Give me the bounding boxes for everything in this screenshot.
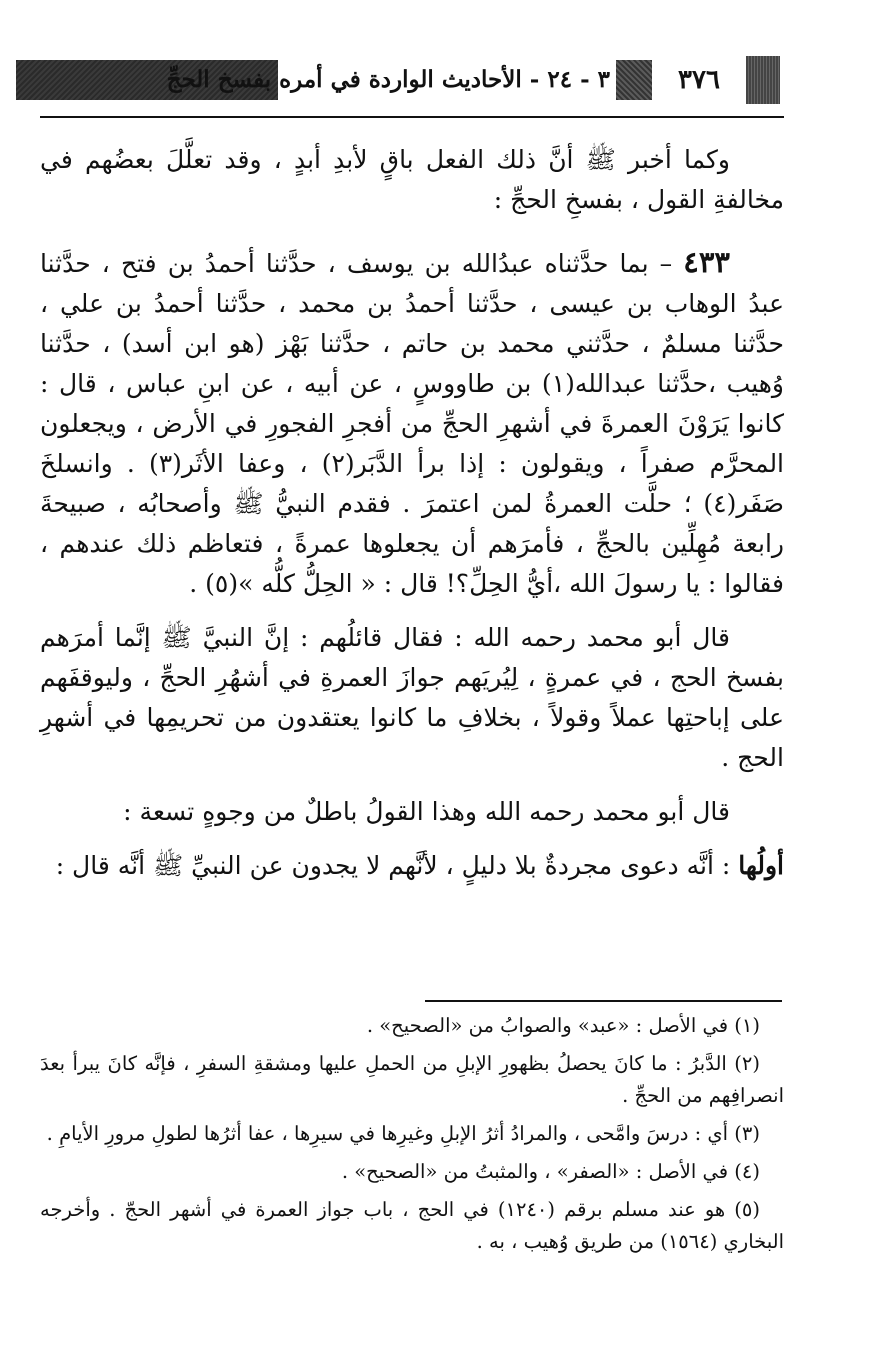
footnote-5: (٥) هو عند مسلم برقم (١٢٤٠) في الحج ، باب جواز العمرة في أشهر الحجّ . وأخرجه البخاري (١٥٦٤) من طريق وُهيب ، به . bbox=[40, 1198, 784, 1253]
hadith-text: – بما حدَّثناه عبدُالله بن يوسف ، حدَّثنا أحمدُ بن فتح ، حدَّثنا عبدُ الوهاب بن عيسى ، حدَّثنا أحمدُ بن محمد ، حدَّثنا أحمدُ بن علي ، حدَّثنا مسلمٌ ، حدَّثني محمد بن حاتم ، حدَّثنا بَهْز (هو ابن أسد) ، حدَّثنا وُهيب ،حدَّثنا عبدالله(١) بن طاووسٍ ، عن أبيه ، عن ابنِ عباس ، قال : كانوا يَرَوْنَ العمرةَ في أشهرِ الحجِّ من أفجرِ الفجورِ في الأرض ، ويجعلون المحرَّم صفراً ، ويقولون : إذا برأ الدَّبَر(٢) ، وعفا الأثَر(٣) . وانسلخَ صَفَر(٤) ؛ حلَّت العمرةُ لمن اعتمرَ . فقدم النبيُّ ﷺ وأصحابُه ، صبيحةَ رابعة مُهِلِّين بالحجِّ ، فأمرَهم أن يجعلوها عمرةً ، فتعاظم ذلك عندهم ، فقالوا : يا رسولَ الله ،أيُّ الحِلِّ؟! قال : « الحِلُّ كلُّه »(٥) . bbox=[40, 249, 785, 598]
header-edge-mark bbox=[746, 56, 780, 104]
running-header bbox=[16, 54, 780, 106]
footnote-3: (٣) أي : درسَ وامَّحى ، والمرادُ أثرُ الإبلِ وغيرِها في سيرِها ، عفا أثرُها لطولِ مرورِ الأيامِ . bbox=[46, 1122, 760, 1145]
header-ornament bbox=[616, 60, 652, 100]
refutation-paragraph: قال أبو محمد رحمه الله وهذا القولُ باطلٌ من وجوهٍ تسعة : bbox=[123, 797, 730, 826]
header-rule bbox=[40, 116, 784, 118]
page-number: ٣٧٦ bbox=[678, 65, 720, 95]
intro-paragraph: وكما أخبر ﷺ أنَّ ذلك الفعل باقٍ لأبدِ أبدٍ ، وقد تعلَّلَ بعضُهم في مخالفةِ القول ، بفسخِ الحجِّ : bbox=[40, 145, 784, 214]
footnote-4: (٤) في الأصل : «الصفر» ، والمثبتُ من «الصحيح» . bbox=[341, 1160, 760, 1183]
hadith-paragraph bbox=[40, 242, 784, 604]
main-text bbox=[40, 140, 784, 886]
commentary-paragraph: قال أبو محمد رحمه الله : فقال قائلُهم : إنَّ النبيَّ ﷺ إنَّما أمرَهم بفسخ الحج ، في عمرةٍ ، لِيُريَهم جوازَ العمرةِ في أشهُرِ الحجِّ ، وليوقفَهم على إباحتِها عملاً وقولاً ، بخلافِ ما كانوا يعتقدون من تحريمِها في أشهرِ الحج . bbox=[40, 623, 784, 772]
footnote-2: (٢) الدَّبرُ : ما كانَ يحصلُ بظهورِ الإبلِ من الحملِ عليها ومشقةِ السفرِ ، فإنَّه كانَ يبرأ بعدَ انصرافِهم من الحجِّ . bbox=[40, 1052, 784, 1107]
first-point-text: : أنَّه دعوى مجردةٌ بلا دليلٍ ، لأنَّهم لا يجدون عن النبيِّ ﷺ أنَّه قال : bbox=[55, 851, 731, 880]
running-title: ٣ - ٢٤ - الأحاديث الواردة في أمره بفسخ الحجِّ bbox=[166, 66, 610, 93]
first-point-lead: أولُها bbox=[738, 851, 784, 880]
first-point-paragraph bbox=[40, 846, 784, 886]
footnotes bbox=[40, 1010, 784, 1258]
footnote-divider bbox=[425, 1000, 782, 1002]
footnote-1: (١) في الأصل : «عبد» والصوابُ من «الصحيح» . bbox=[366, 1014, 760, 1037]
hadith-number: ٤٣٣ bbox=[683, 245, 730, 279]
